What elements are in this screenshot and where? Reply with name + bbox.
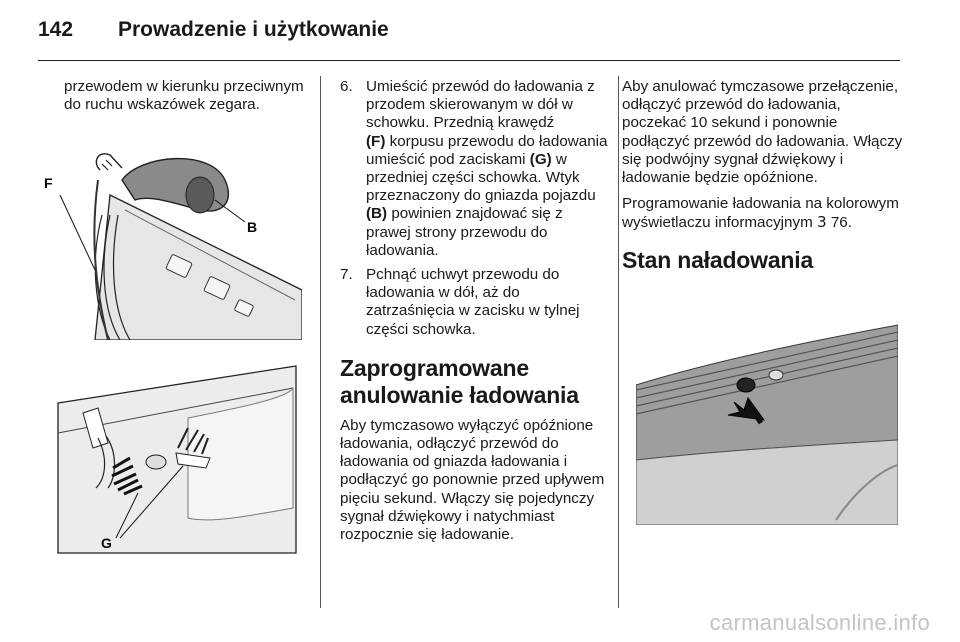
cable-storage-illustration bbox=[40, 140, 302, 340]
charge-status-led bbox=[737, 378, 755, 392]
step-number: 7. bbox=[340, 266, 353, 284]
page-header bbox=[0, 0, 960, 62]
column-divider bbox=[320, 76, 321, 608]
section-title: Prowadzenie i użytkowanie bbox=[118, 18, 389, 41]
label-f: F bbox=[44, 175, 53, 191]
bin-outline bbox=[95, 195, 302, 340]
cancel-paragraph: Aby tymczasowo wyłączyć opóźnione ładowania, odłączyć przewód do ładowania od gniazda ładowania i podłączyć go ponownie przed upływem pięciu sekund. Włączy się pojedynczy sygnał dźwiękowy i natychmiast rozpocznie się ładowanie. bbox=[340, 416, 605, 544]
vehicle-plug bbox=[186, 177, 214, 213]
heading-charge-status: Stan naładowania bbox=[622, 246, 814, 273]
programming-paragraph: Programowanie ładowania na kolorowym wyświetlaczu informacyjnym 3 76. bbox=[622, 195, 899, 232]
intro-text: przewodem w kierunku przeciwnym do ruchu wskazówek zegara. bbox=[64, 78, 304, 114]
clip-detail-illustration bbox=[38, 358, 300, 558]
watermark: carmanualsonline.info bbox=[709, 610, 930, 635]
charge-status-indicator-illustration bbox=[636, 320, 898, 525]
step-number: 6. bbox=[340, 78, 353, 95]
cancel-override-paragraph: Aby anulować tymczasowe przełączenie, odłączyć przewód do ładowania, poczekać 10 sekund i ponownie podłączyć przewód do ładowania. Włączy się podwójny sygnał dźwiękowy i ładowanie będzie opóźnione. bbox=[622, 78, 903, 187]
column-3 bbox=[622, 78, 908, 282]
page-number: 142 bbox=[38, 18, 74, 41]
column-1 bbox=[64, 78, 314, 122]
page-reference-icon: 3 bbox=[816, 213, 827, 232]
heading-scheduled-cancel: Zaprogramowane anulowanie ładowania bbox=[340, 354, 579, 408]
column-2 bbox=[340, 78, 608, 552]
header-rule bbox=[38, 60, 900, 61]
step-7: 7. Pchnąć uchwyt przewodu do ładowania w dół, aż do zatrzaśnięcia w zacisku w tylnej części schowka. bbox=[340, 266, 580, 338]
step-6: 6. Umieścić przewód do ładowania z przodem skierowanym w dół w schowku. Przednią krawędź (F) korpusu przewodu do ładowania umieścić pod zaciskami (G) w przedniej części schowka. Wtyk przeznaczony do gniazda pojazdu (B) powinien znajdować się z prawej strony przewodu do ładowania. bbox=[340, 78, 608, 259]
windshield-area bbox=[636, 325, 898, 460]
label-g: G bbox=[101, 535, 112, 551]
column-divider bbox=[618, 76, 619, 608]
label-b: B bbox=[247, 219, 258, 235]
